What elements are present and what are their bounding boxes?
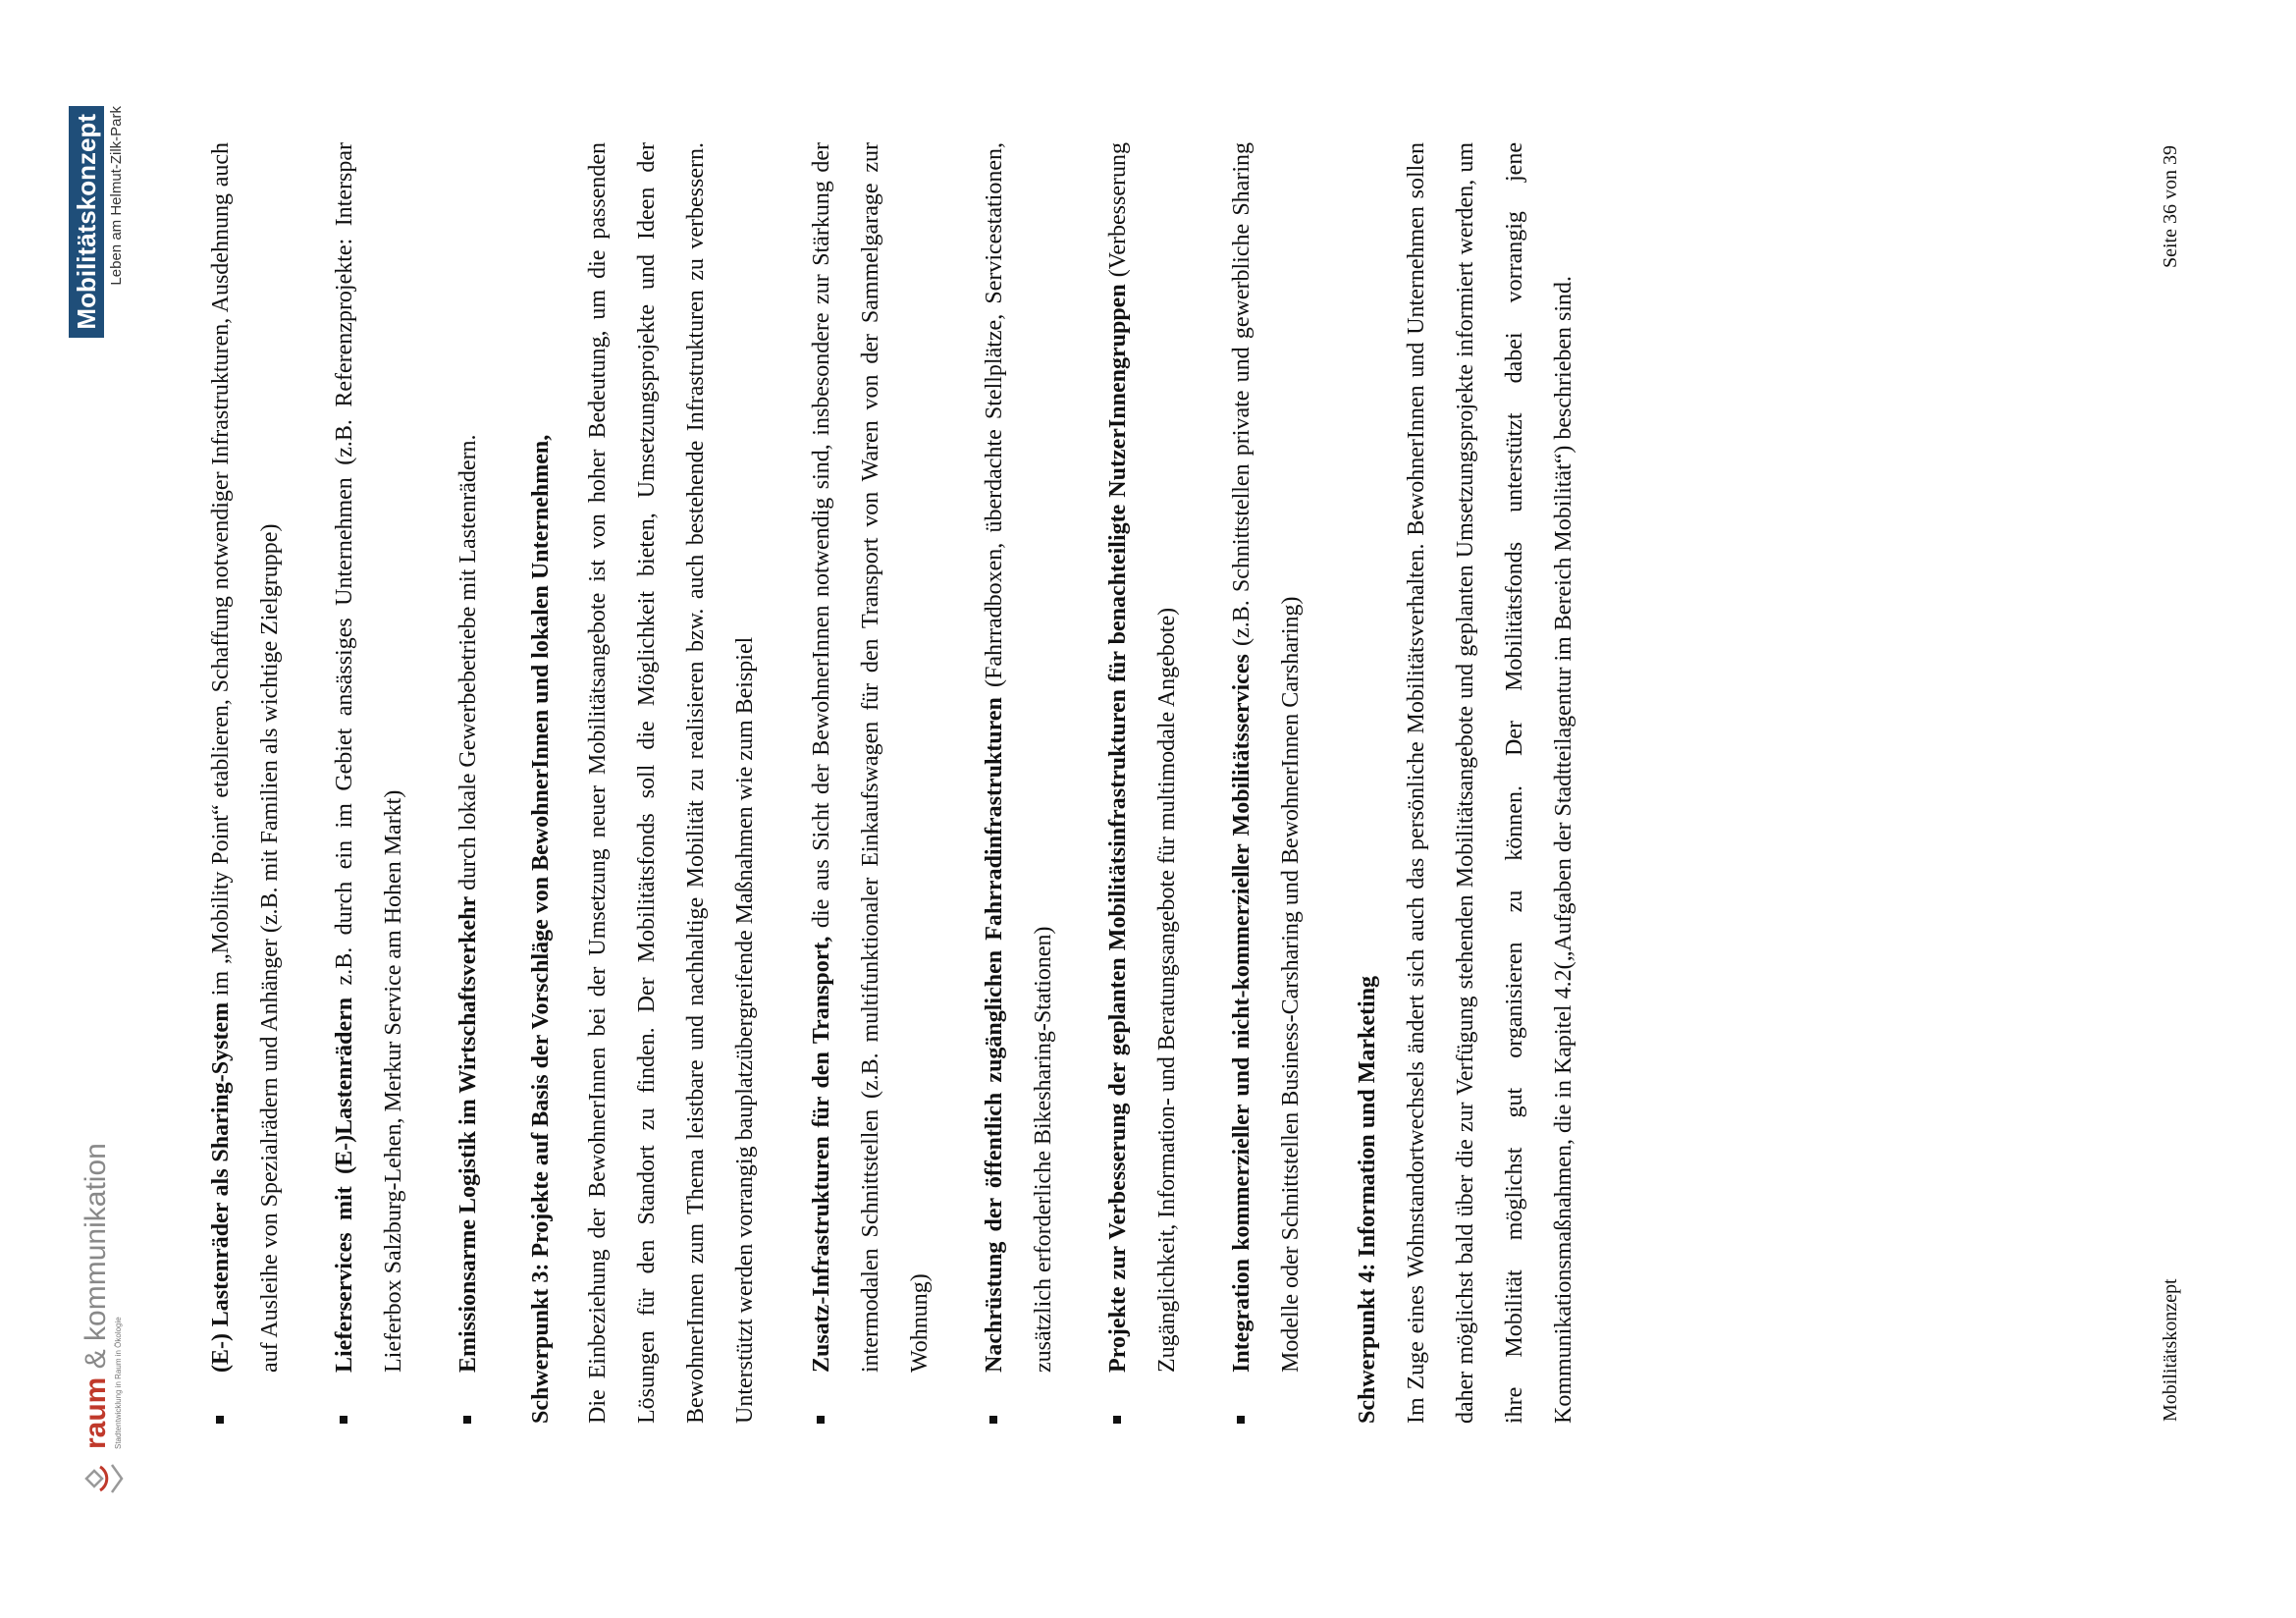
item-text: die aus Sicht der BewohnerInnen notwendig sind, insbesondere zur Stärkung der intermodalen Schnittstellen (z.B. multifunktionaler Einkaufswagen für den Transport von Waren von der Sammelgarage zur Wohnung) [809, 142, 933, 1373]
item-bold-lead: (E-) Lastenräder als Sharing-System [208, 1001, 234, 1373]
mobilitaetskonzept-subtitle: Leben am Helmut-Zilk-Park [108, 106, 125, 286]
raum-kommunikation-logo [80, 1143, 126, 1500]
spacer [1315, 142, 1343, 1424]
spacer [1192, 142, 1217, 1424]
item-text: durch lokale Gewerbebetriebe mit Lastenrädern. [455, 434, 481, 896]
list-item [444, 142, 493, 1424]
list-item [1094, 142, 1192, 1424]
logo-tagline: Stadtentwicklung in Raum in Ökologie [114, 1317, 123, 1449]
section-heading-sp4: Schwerpunkt 4: Information und Marketing [1355, 975, 1380, 1424]
item-bold-lead: Emissionsarme Logistik im Wirtschaftsverkehr [455, 895, 481, 1373]
footer-document-title: Mobilitätskonzept [2160, 1278, 2181, 1422]
spacer [1068, 142, 1094, 1424]
list-item [320, 142, 418, 1424]
item-text: (Fahrradboxen, überdachte Stellplätze, Servicestationen, zusätzlich erforderliche Bikesharing-Stationen) [982, 142, 1056, 1373]
logo-kommunikation-text: kommunikation [80, 1143, 112, 1341]
page-header [69, 106, 147, 1500]
item-text: (z.B. Schnittstellen private und gewerbliche Sharing Modelle oder Schnittstellen Business-Carsharing und BewohnerInnen Carsharing) [1229, 142, 1304, 1373]
item-bold-lead: Lieferservices mit (E-)Lastenrädern [332, 997, 357, 1373]
spacer [418, 142, 444, 1424]
item-bold-lead: Nachrüstung der öffentlich zugänglichen Fahrradinfrastrukturen [982, 697, 1007, 1373]
logo-mark-icon [82, 1457, 126, 1500]
spacer [770, 142, 797, 1424]
list-item [797, 142, 944, 1424]
list-item [196, 142, 294, 1424]
page-content [196, 142, 1588, 1424]
bullet-icon [989, 1416, 997, 1424]
bullet-icon [463, 1416, 471, 1424]
list-item [970, 142, 1068, 1424]
item-bold-lead: Zusatz-Infrastrukturen für den Transport, [809, 936, 834, 1373]
bullet-icon [817, 1416, 825, 1424]
logo-raum-text: raum [80, 1376, 112, 1449]
bullet-list-sp3 [797, 142, 1315, 1424]
section-paragraph-sp4: Im Zuge eines Wohnstandortwechsels ändert sich auch das persönliche Mobilitätsverhalten. BewohnerInnen und Unternehmen sollen daher möglichst bald über die zur Verfügung stehenden Mobilitätsangebote und geplanten Umsetzungsprojekte informiert werden, um ihre Mobilität möglichst gut organisieren zu können. Der Mobilitätsfonds unterstützt dabei vorrangig jene Kommunikationsmaßnahmen, die in Kapitel 4.2(„Aufgaben der Stadtteilagentur im Bereich Mobilität“) beschrieben sind. [1404, 142, 1576, 1424]
item-text: im „Mobility Point“ etablieren, Schaffung notwendiger Infrastrukturen, Ausdehnung auch auf Ausleihe von Spezialrädern und Anhänger (z.B. mit Familien als wichtige Zielgruppe) [208, 142, 283, 1373]
item-text: (Verbesserung Zugänglichkeit, Information- und Beratungsangebote für multimodale Angebote) [1105, 142, 1180, 1373]
spacer [944, 142, 970, 1424]
list-item [1217, 142, 1315, 1424]
spacer [493, 142, 516, 1424]
section-heading-sp3: Schwerpunkt 3: Projekte auf Basis der Vorschläge von BewohnerInnen und lokalen Unternehmen, [528, 434, 554, 1424]
bullet-list-sp2 [196, 142, 493, 1424]
page-number: Seite 36 von 39 [2160, 145, 2181, 268]
bullet-icon [216, 1416, 224, 1424]
spacer [565, 142, 573, 1424]
mobilitaetskonzept-logo [69, 106, 125, 338]
logo-amp-text: & [80, 1349, 112, 1370]
spacer [294, 142, 320, 1424]
bullet-icon [1113, 1416, 1121, 1424]
item-text: z.B. durch ein im Gebiet ansässiges Unternehmen (z.B. Referenzprojekte: Interspar Lieferbox Salzburg-Lehen, Merkur Service am Hohen Markt) [332, 142, 406, 1373]
section-paragraph-sp3: Die Einbeziehung der BewohnerInnen bei der Umsetzung neuer Mobilitätsangebote ist von hoher Bedeutung, um die passenden Lösungen für den Standort zu finden. Der Mobilitätsfonds soll die Möglichkeit bieten, Umsetzungsprojekte und Ideen der BewohnerInnen zum Thema leistbare und nachhaltige Mobilität zu realisieren bzw. auch bestehende Infrastrukturen zu verbessern. Unterstützt werden vorrangig bauplatzübergreifende Maßnahmen wie zum Beispiel [585, 142, 758, 1424]
bullet-icon [340, 1416, 347, 1424]
item-bold-lead: Projekte zur Verbesserung der geplanten Mobilitätsinfrastrukturen für benachteiligte NutzerInnengruppen [1105, 284, 1131, 1373]
mobilitaetskonzept-title: Mobilitätskonzept [69, 106, 104, 338]
item-bold-lead: Integration kommerzieller und nicht-kommerzieller Mobilitätsservices [1229, 654, 1255, 1373]
bullet-icon [1237, 1416, 1245, 1424]
